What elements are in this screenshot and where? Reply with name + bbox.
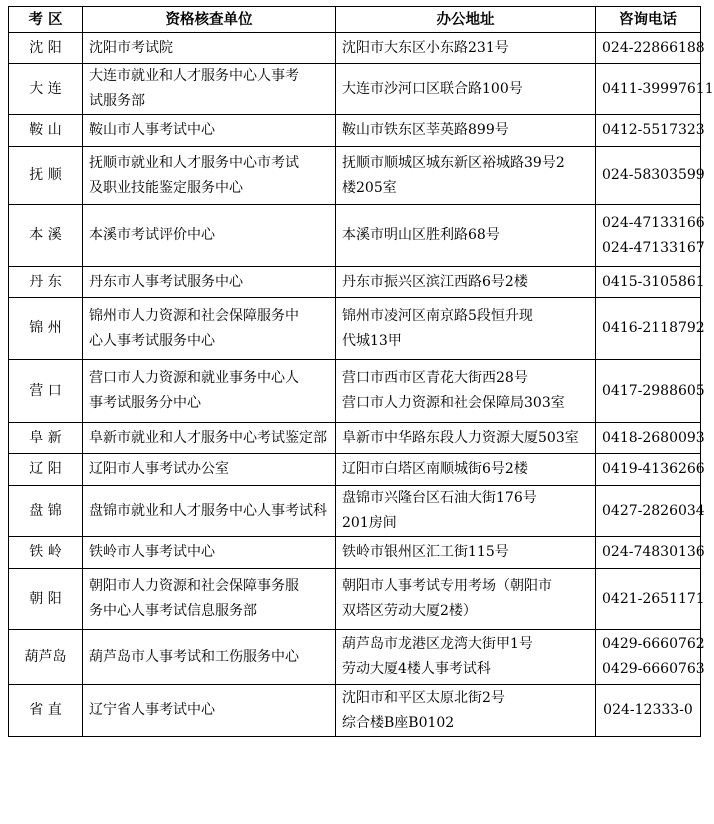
unit-cell [83, 423, 336, 454]
unit-cell [83, 33, 336, 64]
address-cell-line: 综合楼B座B0102 [342, 714, 455, 731]
table-row [9, 115, 701, 147]
address-cell-line: 沈阳市和平区太原北街2号 [342, 689, 505, 706]
address-cell [336, 360, 596, 423]
area-cell: 辽 阳 [9, 454, 83, 486]
table-row [9, 147, 701, 205]
address-cell-line: 双塔区劳动大厦2楼） [342, 603, 477, 619]
phone-cell [596, 537, 705, 569]
table-row [9, 267, 701, 298]
address-cell-line: 葫芦岛市龙港区龙湾大街甲1号 [342, 636, 533, 652]
address-cell-line: 朝阳市人事考试专用考场（朝阳市 [342, 578, 552, 594]
phone-cell [596, 454, 705, 486]
phone-cell [596, 630, 705, 685]
unit-cell [83, 486, 336, 537]
unit-cell [83, 267, 336, 298]
phone-cell [596, 33, 705, 64]
unit-cell-line: 大连市就业和人才服务中心人事考 [89, 68, 299, 84]
phone-cell-line: 024-58303599 [602, 167, 705, 183]
unit-cell [83, 64, 336, 115]
address-cell [336, 147, 596, 205]
phone-cell-line: 0415-3105861 [602, 273, 705, 290]
phone-cell [596, 205, 705, 267]
table-row [9, 454, 701, 486]
table-row [9, 33, 701, 64]
header-area: 考 区 [9, 7, 83, 33]
unit-cell-line: 鞍山市人事考试中心 [89, 122, 215, 138]
address-cell-line: 劳动大厦4楼人事考试科 [342, 661, 491, 677]
unit-cell [83, 147, 336, 205]
address-cell-line: 铁岭市银州区汇工街115号 [342, 544, 509, 560]
unit-cell-line: 葫芦岛市人事考试和工伤服务中心 [89, 648, 299, 665]
phone-cell [596, 360, 705, 423]
table-row [9, 569, 701, 630]
unit-cell-line: 事考试服务分中心 [89, 395, 201, 411]
unit-cell [83, 569, 336, 630]
area-cell: 鞍 山 [9, 115, 83, 147]
phone-cell-line: 0429-6660762 [602, 636, 705, 652]
phone-cell-line: 0418-2680093 [602, 429, 705, 446]
address-cell [336, 537, 596, 569]
table-row [9, 360, 701, 423]
unit-cell [83, 115, 336, 147]
phone-cell-line: 024-74830136 [602, 544, 705, 560]
phone-cell [596, 486, 705, 537]
area-cell: 盘 锦 [9, 486, 83, 537]
phone-cell [596, 423, 705, 454]
unit-cell [83, 298, 336, 360]
phone-cell-line: 0411-39997611 [602, 80, 714, 97]
phone-cell [596, 298, 705, 360]
phone-cell [596, 64, 714, 115]
unit-cell-line: 阜新市就业和人才服务中心考试鉴定部 [89, 429, 327, 446]
unit-cell-line: 务中心人事考试信息服务部 [89, 603, 257, 619]
address-cell-line: 沈阳市大东区小东路231号 [342, 39, 509, 56]
unit-cell-line: 及职业技能鉴定服务中心 [89, 179, 243, 196]
unit-cell-line: 丹东市人事考试服务中心 [89, 273, 243, 290]
area-cell: 省 直 [9, 685, 83, 737]
phone-cell [596, 685, 701, 737]
unit-cell [83, 537, 336, 569]
table-row [9, 537, 701, 569]
unit-cell-line: 锦州市人力资源和社会保障服务中 [89, 307, 299, 324]
address-cell-line: 营口市人力资源和社会保障局303室 [342, 395, 565, 411]
phone-cell [596, 267, 705, 298]
unit-cell-line: 铁岭市人事考试中心 [89, 544, 215, 560]
area-cell: 朝 阳 [9, 569, 83, 630]
phone-cell-line: 0421-2651171 [602, 590, 705, 607]
unit-cell-line: 本溪市考试评价中心 [89, 227, 215, 243]
header-address: 办公地址 [336, 7, 596, 33]
table-row [9, 685, 701, 737]
area-cell: 铁 岭 [9, 537, 83, 569]
table-row [9, 486, 701, 537]
phone-cell-line: 0429-6660763 [602, 661, 705, 677]
header-row [9, 7, 701, 33]
table-row [9, 298, 701, 360]
address-cell [336, 205, 596, 267]
table-row [9, 630, 701, 685]
phone-cell-line: 0412-5517323 [602, 122, 705, 138]
address-cell [336, 569, 596, 630]
phone-cell-line: 0416-2118792 [602, 320, 705, 336]
address-cell [336, 115, 596, 147]
table-body [9, 33, 714, 737]
area-cell: 锦 州 [9, 298, 83, 360]
unit-cell-line: 辽宁省人事考试中心 [89, 702, 215, 718]
address-cell [336, 454, 596, 486]
unit-cell-line: 试服务部 [89, 93, 145, 109]
phone-cell [596, 147, 705, 205]
area-cell: 沈 阳 [9, 33, 83, 64]
area-cell: 营 口 [9, 360, 83, 423]
address-cell-line: 201房间 [342, 515, 397, 531]
area-cell: 大 连 [9, 64, 83, 115]
area-cell: 丹 东 [9, 267, 83, 298]
table-row [9, 423, 701, 454]
unit-cell-line: 朝阳市人力资源和社会保障事务服 [89, 578, 299, 594]
address-cell-line: 大连市沙河口区联合路100号 [342, 80, 523, 97]
address-cell-line: 阜新市中华路东段人力资源大厦503室 [342, 429, 579, 446]
address-cell [336, 298, 596, 360]
unit-cell-line: 辽阳市人事考试办公室 [89, 461, 229, 477]
phone-cell [596, 569, 705, 630]
address-cell-line: 代城13甲 [342, 332, 402, 349]
address-cell-line: 盘锦市兴隆台区石油大街176号 [342, 490, 537, 506]
address-cell-line: 楼205室 [342, 179, 397, 196]
phone-cell [596, 115, 705, 147]
unit-cell-line: 沈阳市考试院 [89, 39, 173, 56]
unit-cell [83, 205, 336, 267]
phone-cell-line: 0417-2988605 [602, 382, 705, 399]
address-cell-line: 丹东市振兴区滨江西路6号2楼 [342, 273, 528, 290]
address-cell [336, 267, 596, 298]
area-cell: 葫芦岛 [9, 630, 83, 685]
table-row [9, 64, 701, 115]
unit-cell-line: 心人事考试服务中心 [89, 332, 215, 349]
phone-cell-line: 024-12333-0 [603, 702, 693, 718]
address-cell-line: 抚顺市顺城区城东新区裕城路39号2 [342, 154, 565, 171]
phone-cell-line: 024-22866188 [602, 39, 705, 56]
unit-cell [83, 360, 336, 423]
area-cell: 本 溪 [9, 205, 83, 267]
unit-cell-line: 营口市人力资源和就业事务中心人 [89, 370, 299, 386]
phone-cell-line: 024-47133167 [602, 239, 705, 256]
address-cell [336, 64, 596, 115]
address-cell [336, 33, 596, 64]
table-row [9, 205, 701, 267]
address-cell-line: 鞍山市铁东区莘英路899号 [342, 122, 509, 138]
unit-cell-line: 盘锦市就业和人才服务中心人事考试科 [89, 502, 327, 519]
unit-cell [83, 454, 336, 486]
area-cell: 抚 顺 [9, 147, 83, 205]
address-cell-line: 辽阳市白塔区南顺城街6号2楼 [342, 461, 528, 477]
phone-cell-line: 0427-2826034 [602, 502, 705, 519]
header-phone: 咨询电话 [596, 7, 701, 33]
unit-cell [83, 685, 336, 737]
address-cell-line: 锦州市凌河区南京路5段恒升现 [342, 307, 533, 324]
phone-cell-line: 024-47133166 [602, 214, 705, 231]
unit-cell [83, 630, 336, 685]
address-cell [336, 423, 596, 454]
address-cell [336, 630, 596, 685]
phone-cell-line: 0419-4136266 [602, 461, 705, 477]
exam-contact-table [8, 6, 714, 737]
address-cell-line: 本溪市明山区胜利路68号 [342, 227, 500, 243]
header-unit: 资格核查单位 [83, 7, 336, 33]
area-cell: 阜 新 [9, 423, 83, 454]
address-cell [336, 685, 596, 737]
address-cell-line: 营口市西市区青花大街西28号 [342, 370, 528, 386]
unit-cell-line: 抚顺市就业和人才服务中心市考试 [89, 154, 299, 171]
address-cell [336, 486, 596, 537]
